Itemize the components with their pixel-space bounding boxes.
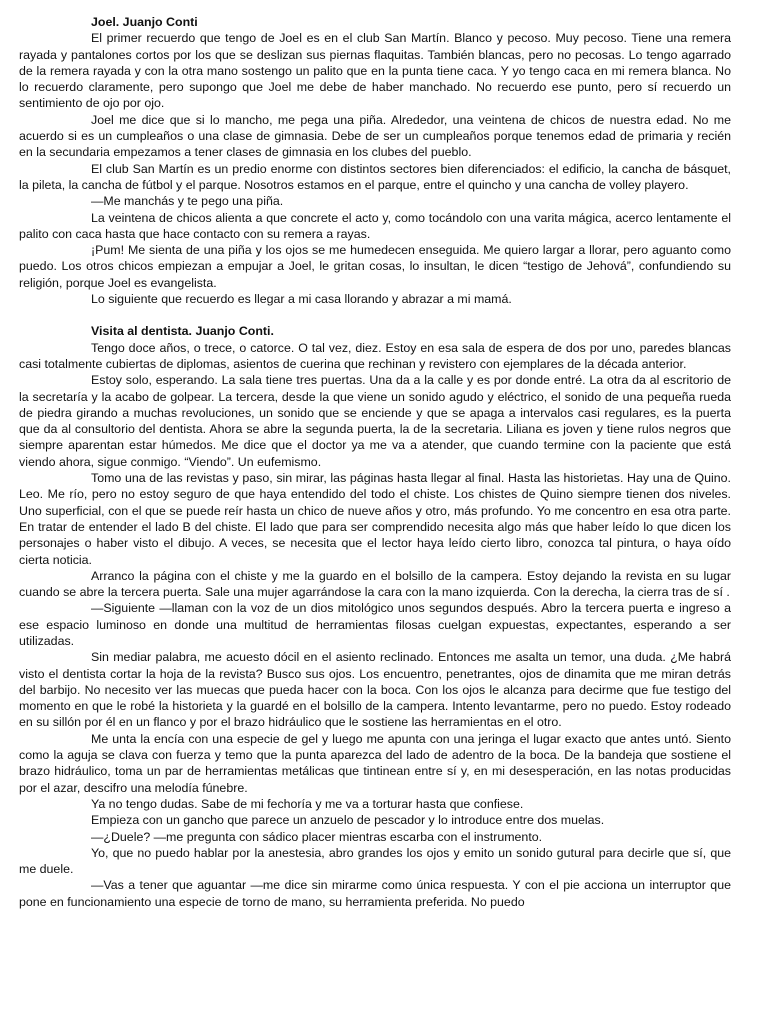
paragraph: Sin mediar palabra, me acuesto dócil en el asiento reclinado. Entonces me asalta un temor, una duda. ¿Me habrá visto el dentista cortar la hoja de la revista? Busco sus ojos. Los encuentro, penetrantes, ojos de dinamita que me miran detrás del barbijo. No necesito ver las muecas que pueda hacer con la boca. Con los ojos le alcanza para decirme que fue testigo del momento en que le robé la historieta y la guardé en el bolsillo de la campera. Intento levantarme, pero no puedo. Estoy rodeado en su sillón por él en un flanco y por el brazo hidráulico que le sostiene las herramientas en el otro. bbox=[19, 650, 731, 730]
story-dentista bbox=[19, 323, 731, 910]
paragraph: Yo, que no puedo hablar por la anestesia, abro grandes los ojos y emito un sonido gutural para decirle que sí, que me duele. bbox=[19, 845, 731, 877]
paragraph: El primer recuerdo que tengo de Joel es en el club San Martín. Blanco y pecoso. Muy pecoso. Tiene una remera rayada y pantalones cortos por los que se deslizan sus piernas flaquitas. También blancas, pero no pecosas. Lo tengo agarrado de la remera rayada y con la otra mano sostengo un palito que en la punta tiene caca. Y yo tengo caca en mi remera blanca. No lo recuerdo claramente, pero supongo que Joel me debe de haber manchado. No recuerdo ese punto, pero sí recuerdo un sentimiento de ojo por ojo. bbox=[19, 31, 731, 111]
paragraph: Joel me dice que si lo mancho, me pega una piña. Alrededor, una veintena de chicos de nuestra edad. No me acuerdo si es un cumpleaños o una clase de gimnasia. Debe de ser un cumpleaños porque tenemos edad de primaria y recién en la secundaria empezamos a tener clases de gimnasia en los clubes del pueblo. bbox=[19, 112, 731, 160]
paragraph: —Vas a tener que aguantar —me dice sin mirarme como única respuesta. Y con el pie acciona un interruptor que pone en funcionamiento una especie de torno de mano, su herramienta preferida. No puedo bbox=[19, 878, 731, 909]
story-title: Joel. Juanjo Conti bbox=[91, 15, 198, 29]
paragraph: Tomo una de las revistas y paso, sin mirar, las páginas hasta llegar al final. Hasta las historietas. Hay una de Quino. Leo. Me río, pero no estoy seguro de que haya entendido del todo el chiste. Los chistes de Quino siempre tienen dos niveles. Uno superficial, con el que se puede reír hasta un chico de nueve años y otro, más profundo. Yo me concentro en esa otra parte. En tratar de entender el lado B del chiste. El lado que para ser comprendido necesita algo más que haber leído lo que dicen los personajes o haber visto el dibujo. A veces, se necesita que el lector haya leído cierto libro, conozca tal pintura, o haya oído cierta noticia. bbox=[19, 471, 731, 567]
paragraph: —Me manchás y te pego una piña. bbox=[91, 194, 284, 209]
paragraph: —Siguiente —llaman con la voz de un dios mitológico unos segundos después. Abro la tercera puerta e ingreso a ese espacio luminoso en donde una multitud de herramientas filosas cuelgan expuestas, expectantes, esperando a ser utilizadas. bbox=[19, 601, 731, 648]
paragraph: Estoy solo, esperando. La sala tiene tres puertas. Una da a la calle y es por donde entré. La otra da al escritorio de la secretaría y la acabo de golpear. La tercera, desde la que viene un sonido agudo y eléctrico, el sonido de una pequeña rueda de piedra girando a muchas revoluciones, un sonido que se enciende y que se apaga a intervalos casi regulares, es la puerta que da al consultorio del dentista. Ahora se abre la segunda puerta, la de la secretaria. Liliana es joven y tiene rulos negros que siempre aparentan estar húmedos. Me dice que el doctor ya me va a atender, que cuando termine con la paciente que está viendo ahora, sigue conmigo. “Viendo”. Un eufemismo. bbox=[19, 373, 731, 469]
paragraph: —¿Duele? —me pregunta con sádico placer mientras escarba con el instrumento. bbox=[91, 829, 543, 844]
paragraph: Me unta la encía con una especie de gel y luego me apunta con una jeringa el lugar exacto que antes untó. Siento como la aguja se clava con fuerza y temo que la punta aparezca del lado de adentro de la boca. De la bandeja que sostiene el brazo hidráulico, toma un par de herramientas metálicas que tintinean entre sí y, en mi desesperación, en las notas producidas por el azar, descifro una melodía fúnebre. bbox=[19, 731, 731, 795]
paragraph: Arranco la página con el chiste y me la guardo en el bolsillo de la campera. Estoy dejando la revista en su lugar cuando se abre la tercera puerta. Sale una mujer agarrándose la cara con la mano izquierda. Con la derecha, la cierra tras de sí . bbox=[19, 568, 731, 600]
story-title: Visita al dentista. Juanjo Conti. bbox=[91, 324, 274, 339]
document-page bbox=[19, 14, 731, 1018]
paragraph: Lo siguiente que recuerdo es llegar a mi casa llorando y abrazar a mi mamá. bbox=[91, 292, 512, 307]
paragraph: El club San Martín es un predio enorme con distintos sectores bien diferenciados: el edificio, la cancha de básquet, la pileta, la cancha de fútbol y el parque. Nosotros estamos en el parque, entre el quincho y una cancha de volley playero. bbox=[19, 161, 731, 192]
paragraph: Ya no tengo dudas. Sabe de mi fechoría y me va a torturar hasta que confiese. bbox=[91, 796, 524, 811]
paragraph: Tengo doce años, o trece, o catorce. O tal vez, diez. Estoy en esa sala de espera de dos por uno, paredes blancas casi totalmente cubiertas de diplomas, asientos de cuerina que rechinan y revistero con ejemplares de la década anterior. bbox=[19, 340, 731, 371]
story-joel bbox=[19, 14, 731, 307]
paragraph: ¡Pum! Me sienta de una piña y los ojos se me humedecen enseguida. Me quiero largar a llorar, pero aguanto como puedo. Los otros chicos empiezan a empujar a Joel, le gritan cosas, lo insultan, le dicen “testigo de Jehová”, confundiendo su religión, porque Joel es evangelista. bbox=[19, 243, 731, 290]
paragraph: Empieza con un gancho que parece un anzuelo de pescador y lo introduce entre dos muelas. bbox=[91, 813, 605, 828]
paragraph: La veintena de chicos alienta a que concrete el acto y, como tocándolo con una varita mágica, acerco lentamente el palito con caca hasta que hace contacto con su remera a rayas. bbox=[19, 210, 731, 241]
